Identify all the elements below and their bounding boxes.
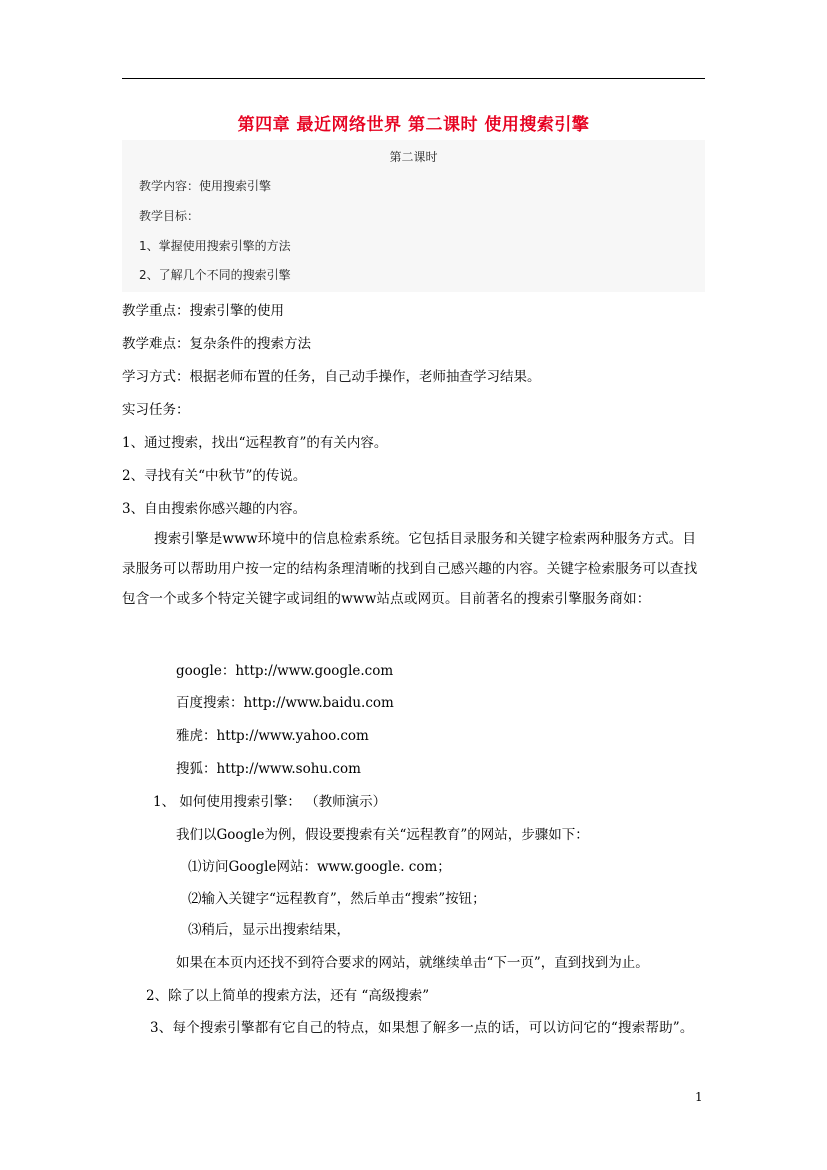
task-item: 2、寻找有关“中秋节”的传说。 <box>122 468 307 484</box>
step-item: ⑴访问Google网站：www.google. com； <box>188 859 451 875</box>
tasks-title: 实习任务： <box>122 402 190 418</box>
section-note: 如果在本页内还找不到符合要求的网站，就继续单击“下一页”，直到找到为止。 <box>176 955 649 971</box>
step-item: ⑶稍后，显示出搜索结果， <box>188 922 350 938</box>
engine-item: 搜狐：http://www.sohu.com <box>176 761 361 777</box>
embedded-line: 教学内容：使用搜索引擎 <box>139 179 272 193</box>
task-item: 1、通过搜索，找出“远程教育”的有关内容。 <box>122 435 388 451</box>
embedded-line: 1、掌握使用搜索引擎的方法 <box>139 239 291 253</box>
embedded-line: 2、了解几个不同的搜索引擎 <box>139 268 291 282</box>
section-intro: 我们以Google为例，假设要搜索有关“远程教育”的网站，步骤如下： <box>176 827 589 843</box>
page-number: 1 <box>695 1090 703 1104</box>
page-title: 第四章 最近网络世界 第二课时 使用搜索引擎 <box>237 115 590 135</box>
header-rule <box>122 78 705 79</box>
section-heading: 2、除了以上简单的搜索方法，还有 “高级搜索” <box>146 988 430 1004</box>
section-paragraph: 3、每个搜索引擎都有它自己的特点，如果想了解多一点的话，可以访问它的“搜索帮助”。 <box>150 1020 694 1036</box>
section-heading: 1、 如何使用搜索引擎： （教师演示） <box>153 794 387 810</box>
step-item: ⑵输入关键字“远程教育”，然后单击“搜索”按钮； <box>188 891 486 907</box>
intro-paragraph: 搜索引擎是www环境中的信息检索系统。它包括目录服务和关键字检索两种服务方式。目录服务可以帮助用户按一定的结构条理清晰的找到自己感兴趣的内容。关键字检索服务可以查找包含一个或多个特定关键字或词组的www站点或网页。目前著名的搜索引擎服务商如： <box>122 531 698 607</box>
embedded-heading: 第二课时 <box>389 150 438 164</box>
embedded-lesson-image <box>122 140 705 292</box>
embedded-line: 教学目标： <box>139 209 200 223</box>
engine-item: google：http://www.google.com <box>176 663 394 679</box>
engine-item: 雅虎：http://www.yahoo.com <box>176 728 369 744</box>
learning-method: 学习方式：根据老师布置的任务，自己动手操作，老师抽查学习结果。 <box>122 369 541 385</box>
difficulty: 教学难点：复杂条件的搜索方法 <box>122 336 311 352</box>
engine-item: 百度搜索：http://www.baidu.com <box>176 695 394 711</box>
task-item: 3、自由搜索你感兴趣的内容。 <box>122 501 307 517</box>
key-point: 教学重点：搜索引擎的使用 <box>122 303 284 319</box>
